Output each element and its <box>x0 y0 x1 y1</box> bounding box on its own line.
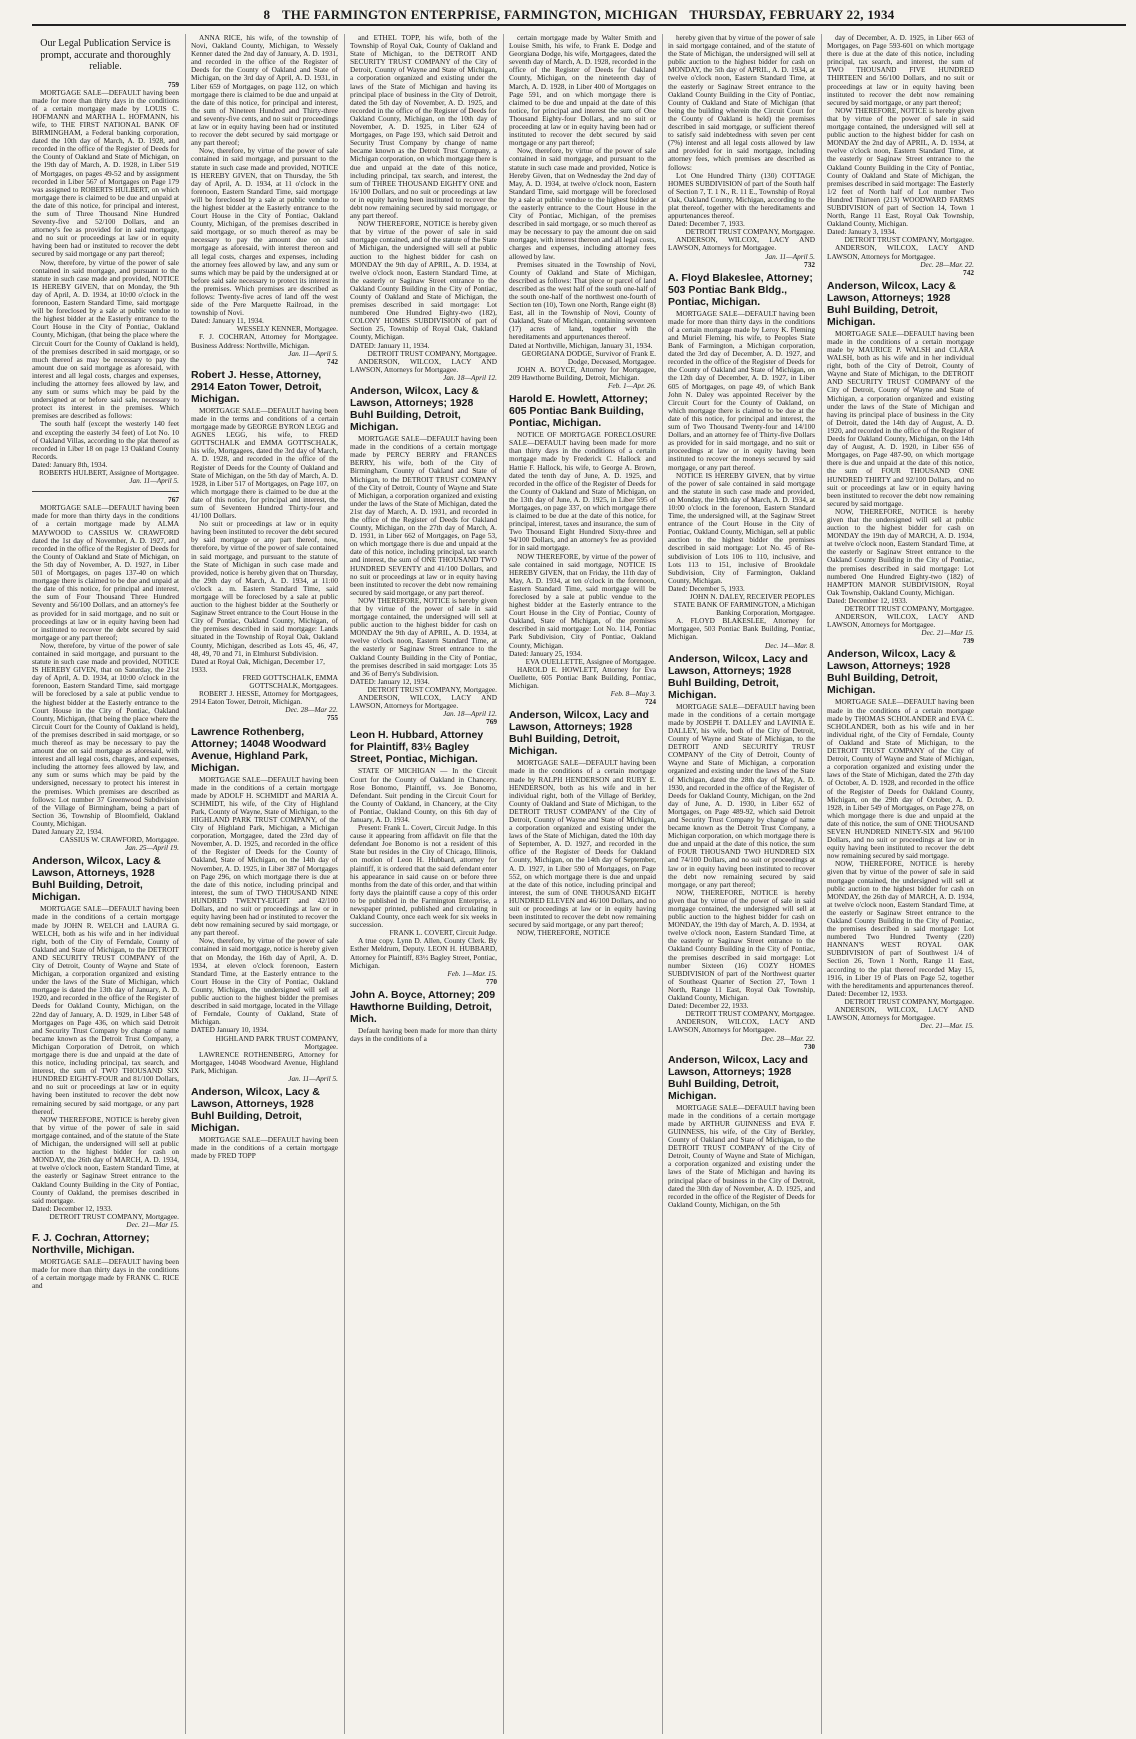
publication-run: Dec. 14—Mar. 8. <box>764 640 815 650</box>
notice-paragraph: F. J. COCHRAN, Attorney for Mortgagee. Business Address: Northville, Michigan. <box>191 332 338 350</box>
column-rule <box>32 491 179 492</box>
attorney-heading: Harold E. Howlett, Attorney; 605 Pontiac Bank Building, Pontiac, Michigan. <box>509 393 649 430</box>
notice-number: 769 <box>486 717 497 727</box>
notice-date: Dated: December 12, 1933. <box>32 1203 113 1213</box>
notice-date: Dated: December 12, 1933. <box>827 595 908 605</box>
notice-signature: WESSELY KENNER, Mortgagee. <box>236 324 338 334</box>
notice-paragraph: The south half (except the westerly 140 feet and excepting the easterly 34 feet) of Lot No. 10 of Oakland Villas, according to the plat thereof as recorded in Liber 18 on page 13 Oakland County Records. <box>32 419 179 461</box>
notice-paragraph: NOTICE IS HEREBY GIVEN, that by virtue of the power of sale contained in said mortgage and the statute in such case made and provided, on Monday, the 19th day of March, A. D. 1934, at 10:00 o'clock in the forenoon, Eastern Standard Time, the undersigned will, at the Saginaw Street entrance of the Court House in the City of Pontiac, Oakland County, Michigan, sell at public auction to the highest bidder the premises described in said mortgage: Lot No. 45 of Re-subdivision of Lots 106 to 110, inclusive, and Lots 113 to 151, inclusive of Brookdale Subdivision, City of Farmington, Oakland County, Michigan. <box>668 470 815 585</box>
notice-signature: DETROIT TRUST COMPANY, Mortgagee. <box>685 227 815 237</box>
notice-number: 759 <box>168 79 179 89</box>
notice-paragraph: STATE OF MICHIGAN — In the Circuit Court for the County of Oakland in Chancery. Rose Bonomo, Plaintiff, vs. Joe Bonomo, Defendant. Suit pending in the Circuit Court for the County of Oakland, in Chancery, at the City of Pontiac, Oakland County, on this 6th day of January, A. D. 1934. <box>350 766 497 824</box>
attorney-heading: Anderson, Wilcox, Lacy & Lawson, Attorneys, 1928 Buhl Building, Detroit, Michigan. <box>191 1086 320 1135</box>
notice-paragraph: Now, therefore, by virtue of the power of sale contained in said mortgage, and pursuant to the statute in such case made and provided, NOTICE IS HEREBY GIVEN, that on Monday, the 9th day of April, A. D. 1934, at 10:00 o'clock in the forenoon, Eastern Standard Time, said mortgage will be foreclosed by a sale at public vendue to the highest bidder at the Easterly entrance to the Court House in the City of Pontiac, Oakland County, Michigan, (that being the place where the Circuit Court for the County of Oakland is held), of the premises described in said mortgage, or so much thereof as may be necessary to pay the amount due on said mortgage as aforesaid, with interest and all legal costs, charges and expenses, including the attorney fees allowed by law, and any sum or sums which may be paid by the undersigned at or before said sale, necessary to protect its interest in the premises. Which premises are described as follows: <box>32 257 179 421</box>
notice-signature: GEORGIANA DODGE, Survivor of Frank E. Dodge, Deceased, Mortgagee. <box>521 348 656 366</box>
notice-date: Dated: December 12, 1933. <box>827 988 908 998</box>
notice-number: 755 <box>327 713 338 723</box>
notice-paragraph: Default having been made for more than thirty days in the conditions of a <box>350 1025 497 1044</box>
notice-signature: EVA OUELLETTE, Assignee of Mortgagee. <box>525 656 656 666</box>
newspaper-column <box>503 34 656 1734</box>
notice-date: Dated January 22, 1934. <box>32 827 104 837</box>
publication-run: Dec. 28—Mar 22. <box>285 705 338 715</box>
publication-run: Dec. 21—Mar. 15. <box>920 1021 974 1031</box>
notice-paragraph: MORTGAGE SALE—DEFAULT having been made in the conditions of a certain mortgage made by JOHN R. WELCH and LAURA G. WELCH, both as his wife and in her individual right, both of the City of Ferndale, County of Oakland and State of Michigan, to the DETROIT AND SECURITY TRUST COMPANY of the City of Detroit, County of Wayne and State of Michigan, a corporation organized and existing under the laws of the State of Michigan, which mortgage is dated the 13th day of January, A. D. 1920, and recorded in the office of the Register of Deeds for Oakland County, Michigan, on the 22nd day of January, A. D. 1929, in Liber 548 of Mortgages on Page 436, on which said Detroit and Security Trust Company by change of name became known as the Detroit Trust Company, a Michigan Corporation of Detroit, on which mortgage there is due and unpaid at the date of this notice, including principal, tax search, and interest, the sum of TWO THOUSAND SIX HUNDRED EIGHTY-FOUR and 81/100 Dollars, and no suit or proceedings at law or in equity having been instituted to recover the debt now remaining secured by said mortgage, or any part thereof. <box>32 904 179 1116</box>
notice-paragraph: ANDERSON, WILCOX, LACY AND LAWSON, Attorneys for Mortgagee. <box>668 235 815 253</box>
publication-run: Jan. 11—April 5. <box>765 251 815 261</box>
notice-signature: DETROIT TRUST COMPANY, Mortgagee. <box>49 1211 179 1221</box>
notice-paragraph: NOW, THEREFORE, NOTICE is hereby given that by virtue of the power of sale in said mortgage contained, the undersigned will sell at public auction to the highest bidder for cash on MONDAY, the 26th day of MARCH, A. D. 1934, at twelve o'clock noon, Eastern Standard Time, at the easterly or Saginaw Street entrance to the Oakland County Building in the City of Pontiac, the premises described in said mortgage: Lot numbered Two Hundred Twenty (220) HANNAN'S WEST ROYAL OAK SUBDIVISION of part of Southwest 1/4 of Section 26, Town 1 North, Range 11 East, according to the plat thereof recorded May 15, 1916, in Liber 19 of Plats on Page 52, together with the hereditaments and appurtenances thereof. <box>827 859 974 990</box>
notice-paragraph: MORTGAGE SALE—DEFAULT having been made in the conditions of a certain mortgage made by RALPH HENDERSON and RUBY E. HENDERSON, both as his wife and in her individual right, both of the Village of Berkley, County of Oakland and State of Michigan, to the DETROIT TRUST COMPANY of the City of Detroit, County of Wayne and State of Michigan, a corporation organized and existing under the laws of the State of Michigan, dated the 10th day of September, A. D. 1927, and recorded in the office of the Register of Deeds for Oakland County, Michigan, on the 14th day of September, A. D. 1927, in Liber 590 of Mortgages, on Page 552, on which mortgage there is due and unpaid at the date of this notice, including principal and interest, the sum of ONE THOUSAND EIGHT HUNDRED ELEVEN and 46/100 Dollars, and no suit or proceedings at law or in equity having been instituted to recover the debt now remaining secured by said mortgage, or any part thereof; <box>509 758 656 930</box>
notice-paragraph: NOW THEREFORE, NOTICE is hereby given that by virtue of the power of sale in said mortgage contained, the undersigned will sell at public auction to the highest bidder for cash on MONDAY the 2nd day of APRIL, A. D. 1934, at twelve o'clock noon, Eastern Standard Time, at the easterly or Saginaw Street entrance to the Oakland County Building in the City of Pontiac, County of Oakland and State of Michigan, the premises described in said mortgage: The Easterly 1/2 feet of North half of Lot number Two Hundred Thirteen (213) WOODWARD FARMS SUBDIVISION of part of Section 14, Town 1 North, Range 11 East, Royal Oak Township, Oakland County, Michigan. <box>827 105 974 229</box>
notice-paragraph: and ETHEL TOPP, his wife, both of the Township of Royal Oak, County of Oakland and State of Michigan, to the DETROIT AND SECURITY TRUST COMPANY of the City of Detroit, County of Wayne and State of Michigan, a corporation organized and existing under the laws of the State of Michigan and having its principal place of business in the City of Detroit, dated the 5th day of November, A. D. 1925, and recorded in the office of the Register of Deeds for Oakland County, Michigan, on the 10th day of November, A. D. 1925, in Liber 624 of Mortgages, on Page 193, which said Detroit and Security Trust Company by change of name became known as the Detroit Trust Company, a Michigan corporation, on which mortgage there is due and unpaid at the date of this notice, including principal, tax search, and interest, the sum of THREE THOUSAND EIGHTY ONE and 16/100 Dollars, and no suit or proceedings at law or in equity having been instituted to recover the debt now remaining secured by said mortgage, or any part thereof. <box>350 34 497 221</box>
publication-run: Jan. 11—April 5. <box>288 1073 338 1083</box>
attorney-heading: Anderson, Wilcox, Lacy & Lawson, Attorneys; 1928 Buhl Building, Detroit, Michigan. <box>827 279 956 328</box>
notice-paragraph: NOW THEREFORE, NOTICE is hereby given that by virtue of the power of sale in said mortgage contained, the undersigned will sell at public auction to the highest bidder for cash on MONDAY the 9th day of APRIL, A. D. 1934, at twelve o'clock noon, Eastern Standard Time, at the easterly or Saginaw Street entrance to the Oakland County Building in the City of Pontiac, the premises described in said mortgage: Lots 35 and 36 of Berry's Subdivision. <box>350 595 497 678</box>
masthead <box>32 6 1126 26</box>
notice-paragraph: Now, therefore, by virtue of the power of sale contained in said mortgage, and pursuant to the statute in such case made and provided, Notice is Hereby Given, that on Wednesday the 2nd day of May, A. D. 1934, at twelve o'clock noon, Eastern Standard Time, said mortgage will be foreclosed by a sale at public vendue to the highest bidder at the easterly entrance to the Court House in the City of Pontiac, Michigan, of the premises described in said mortgage, or so much thereof as may be necessary to pay the amount due on said mortgage, with interest thereon and all legal costs, charges and expenses, including attorney fees allowed by law. <box>509 146 656 261</box>
notice-signature: CASSIUS W. CRAWFORD, Mortgagee. <box>59 835 179 845</box>
notice-date: Dated: December 22, 1933. <box>668 1001 749 1011</box>
publication-run: Jan. 11—April 5. <box>129 476 179 486</box>
notice-paragraph: NOW, THEREFORE, NOTICE is hereby given that the undersigned will sell at public auction to the highest bidder for cash on MONDAY the 19th day of MARCH, A. D. 1934, at twelve o'clock noon, Eastern Standard Time, at the easterly or Saginaw Street entrance to the Oakland County Building in the City of Pontiac, the premises described in said mortgage: Lot numbered One Hundred Eighty-two (182) of HAMPTON MANOR SUBDIVISION, Royal Oak Township, Oakland County, Michigan. <box>827 506 974 597</box>
notice-number: 739 <box>963 636 974 646</box>
notice-date: DATED: January 11, 1934. <box>350 340 430 350</box>
notice-date: DATED January 10, 1934. <box>191 1025 269 1035</box>
attorney-heading: A. Floyd Blakeslee, Attorney; 503 Pontiac Bank Bldg., Pontiac, Michigan. <box>668 271 813 308</box>
notice-date: Dated: January 3, 1934. <box>827 227 897 237</box>
notice-paragraph: MORTGAGE SALE—DEFAULT having been made in the conditions of a certain mortgage made by PERCY BERRY and FRANCES BERRY, his wife, both of the City of Birmingham, County of Oakland and State of Michigan, to the DETROIT TRUST COMPANY of the City of Detroit, County of Wayne and State of Michigan, a corporation organized and existing under the laws of the State of Michigan, dated the 21st day of March, A. D. 1931, and recorded in the office of the Register of Deeds for Oakland County, Michigan, on the 27th day of March, A. D. 1931, in Liber 662 of Mortgages, on Page 53, on which mortgage there is due and unpaid at the date of this notice, including principal, tax search and interest, the sum of ONE THOUSAND TWO HUNDRED SEVENTY and 41/100 Dollars, and no suit or proceedings at law or in equity having been instituted to recover the debt now remaining secured by said mortgage, or any part thereof. <box>350 434 497 597</box>
notice-paragraph: JOHN A. BOYCE, Attorney for Mortgagee, 209 Hawthorne Building, Detroit, Michigan. <box>509 364 656 382</box>
publication-run: Jan. 25—April 19. <box>125 843 179 853</box>
notice-paragraph: hereby given that by virtue of the power of sale in said mortgage contained, and of the statute of the State of Michigan, the undersigned will sell at public auction to the highest bidder for cash on MONDAY, the 5th day of APRIL, A. D. 1934, at twelve o'clock noon, Eastern Standard Time, at the easterly or Saginaw Street entrance to the Oakland County Building in the City of Pontiac, County of Oakland and State of Michigan (that being the building wherein the Circuit Court for the County of Oakland is held) the premises described in said mortgage, or sufficient thereof to satisfy said indebtedness with seven per cent (7%) interest and all legal costs allowed by law and provided for in said mortgage, including attorney fees, which premises are described as follows: <box>668 34 815 172</box>
issue-date: THURSDAY, FEBRUARY 22, 1934 <box>689 7 895 22</box>
paper-title: THE FARMINGTON ENTERPRISE, FARMINGTON, MICHIGAN <box>281 7 678 22</box>
notice-paragraph: certain mortgage made by Walter Smith and Louise Smith, his wife, to Frank E. Dodge and Georgiana Dodge, his wife, Mortgagees, dated the seventh day of March, A. D. 1928, recorded in the office of the Register of Deeds for Oakland County, Michigan, on the nineteenth day of March, A. D. 1928, in Liber 400 of Mortgages on Page 591, and on which mortgage there is claimed to be due and unpaid at the date of this notice, for principal and interest the sum of One Thousand Eighty-four Dollars, and no suit or proceeding at law or in equity having been had or instituted to recover the debt secured by said mortgage or any part thereof; <box>509 34 656 148</box>
notice-signature: DETROIT TRUST COMPANY, Mortgagee. <box>367 348 497 358</box>
notice-signature: DETROIT TRUST COMPANY, Mortgagee. <box>844 604 974 613</box>
attorney-heading: Anderson, Wilcox, Lacy & Lawson, Attorneys, 1928 Buhl Building, Detroit, Michigan. <box>32 855 161 904</box>
notice-paragraph: ANDERSON, WILCOX, LACY AND LAWSON, Attorneys for Mortgagee. <box>350 693 497 711</box>
notice-number: 770 <box>486 976 497 986</box>
service-intro: Our Legal Publication Service is prompt, accurate and thoroughly reliable. <box>40 38 171 72</box>
notice-paragraph: MORTGAGE SALE—DEFAULT having been made in the conditions of a certain mortgage made by FRED TOPP <box>191 1135 338 1161</box>
notice-signature: JOHN N. DALEY, RECEIVER PEOPLES STATE BANK OF FARMINGTON, a Michigan Banking Corporation, Mortgagee. <box>673 592 815 618</box>
notice-date: Dated at Royal Oak, Michigan, December 17, 1933. <box>191 656 325 674</box>
attorney-heading: Anderson, Wilcox, Lacy & Lawson, Attorneys; 1928 Buhl Building, Detroit, Michigan. <box>350 385 479 434</box>
publication-run: Feb. 8—May 3. <box>610 689 656 699</box>
notice-paragraph: NOTICE OF MORTGAGE FORECLOSURE SALE—DEFAULT having been made for more than thirty days in the conditions of a certain mortgage made by Frederick C. Hallock and Hattie F. Hallock, his wife, to George A. Brown, dated the tenth day of June, A. D. 1925, and recorded in the office of the Register of Deeds for the County of Oakland and State of Michigan, on the 13th day of June, A. D. 1925, in Liber 595 of Mortgages, on page 337, on which mortgage there is claimed to be due at the date of this notice, for principal, interest, taxes and insurance, the sum of Two Thousand Eight Hundred Sixty-three and 94/100 Dollars, and an attorney's fee as provided for in said mortgage. <box>509 430 656 553</box>
notice-signature: FRANK L. COVERT, Circuit Judge. <box>389 928 497 938</box>
notice-paragraph: NOW THEREFORE, NOTICE is hereby given that by virtue of the power of sale in said mortgage contained, and of the statute of the State of Michigan, the undersigned will sell at public auction to the highest bidder for cash on MONDAY the 9th day of APRIL, A. D. 1934, at twelve o'clock noon, Eastern Standard Time, at the easterly or Saginaw Street entrance to the Oakland County Building in the City of Pontiac, County of Oakland and State of Michigan, the premises described in said mortgage: Lot numbered One Hundred Eighty-two (182), COLONY HOMES SUBDIVISION of part of Section 25, Township of Royal Oak, Oakland County, Michigan. <box>350 219 497 342</box>
notice-paragraph: ROBERT J. HESSE, Attorney for Mortgagees, 2914 Eaton Tower, Detroit, Michigan. <box>191 689 338 707</box>
newspaper-column <box>185 34 338 1734</box>
newspaper-column <box>821 34 974 1734</box>
notice-paragraph: Now, therefore, by virtue of the power of sale contained in said mortgage, notice is hereby given that on Monday, the 16th day of April, A. D. 1934, at eleven o'clock forenoon, Eastern Standard Time, at the Easterly entrance to the Court House in the City of Pontiac, Oakland County, Michigan, the undersigned will sell at public auction to the highest bidder the premises described in said mortgage, located in the Village of Ferndale, County of Oakland, State of Michigan. <box>191 936 338 1027</box>
notice-paragraph: MORTGAGE SALE—DEFAULT having been made in the conditions of a certain mortgage made by MAURICE P. WALSH and CLARA WALSH, both as his wife and in her individual right, both of the City of Detroit, County of Wayne and State of Michigan, to the DETROIT AND SECURITY TRUST COMPANY of the City of Detroit, County of Wayne and State of Michigan, a corporation organized and existing under the laws of the State of Michigan and having its principal place of business in the City of Detroit, dated the 14th day of August, A. D. 1920, and recorded in the office of the Register of Deeds for Oakland County, Michigan, on the 14th day of August, A. D. 1920, in Liber 656 of Mortgages, on Page 487-90, on which mortgage there is due and unpaid at the date of this notice, the sum of FOUR THOUSAND ONE HUNDRED THIRTY and 92/100 Dollars, and no suit or proceedings at law or in equity having been instituted to recover the debt now remaining secured by said mortgage. <box>827 328 974 508</box>
notice-date: Dated: January 11, 1934. <box>191 316 264 326</box>
notice-paragraph: ANNA RICE, his wife, of the township of Novi, Oakland County, Michigan, to Wessely Kenner dated the 2nd day of January, A. D. 1931, and recorded in the office of the Register of Deeds for the County of Oakland and State of Michigan, on the 3rd day of April, A. D. 1931, in Liber 659 of Mortgages, on page 112, on which mortgage there is claimed to be due and unpaid at the date of this notice, for principal and interest, the sum of Nineteen Hundred and Thirty-three and seventy-five cents, and no suit or proceedings at law or in equity having been had or instituted to recover the debt secured by said mortgage or any part thereof; <box>191 34 338 148</box>
notice-date: Dated: January 8th, 1934. <box>32 459 108 469</box>
notice-paragraph: MORTGAGE SALE—DEFAULT having been made for more than thirty days in the conditions of a certain mortgage made by FRANK C. RICE and <box>32 1257 179 1291</box>
notice-paragraph: LAWRENCE ROTHENBERG, Attorney for Mortgagee, 14048 Woodward Avenue, Highland Park, Michigan. <box>191 1049 338 1075</box>
notice-paragraph: MORTGAGE SALE—DEFAULT having been made in the conditions of a certain mortgage made by ARTHUR GUINNESS and EVA F. GUINNESS, his wife, of the City of Berkley, County of Oakland and State of Michigan, to the DETROIT TRUST COMPANY of the City of Detroit, County of Wayne and State of Michigan, a corporation organized and existing under the laws of the State of Michigan and having its principal place of business in the City of Detroit, dated the 30th day of November, A. D. 1925, and recorded in the office of the Register of Deeds for Oakland County, Michigan, on the 5th <box>668 1102 815 1209</box>
publication-run: Dec. 21—Mar 15. <box>126 1219 179 1229</box>
notice-paragraph: ANDERSON, WILCOX, LACY AND LAWSON, Attorneys for Mortgagee. <box>827 243 974 261</box>
notice-paragraph: No suit or proceedings at law or in equity having been instituted to recover the debt secured by said mortgage or any part thereof, now, therefore, by virtue of the power of sale contained in said mortgage, and pursuant to the statute of the State of Michigan in such case made and provided, notice is hereby given that on Thursday, the 29th day of March, A. D. 1934, at 11:00 o'clock a. m. Eastern Standard Time, said mortgage will be foreclosed by a sale at public auction to the highest bidder at the Southerly or Saginaw Street entrance to the Court House in the City of Pontiac, Oakland County, Michigan, of the premises described in said mortgage: Lands situated in the Township of Royal Oak, Oakland County, Michigan, described as Lots 45, 46, 47, 48, 49, 70 and 71, in Elmhurst Subdivision. <box>191 519 338 658</box>
notice-paragraph: ANDERSON, WILCOX, LACY AND LAWSON, Attorneys for Mortgagee. <box>827 612 974 630</box>
notice-signature: DETROIT TRUST COMPANY, Mortgagee. <box>844 235 974 245</box>
notice-paragraph: NOW THEREFORE, NOTICE is hereby given that by virtue of the power of sale in said mortgage contained, and of the statute of the State of Michigan, the undersigned will sell at public auction to the highest bidder for cash on MONDAY, the 26th day of MARCH, A. D. 1934, at twelve o'clock noon, Eastern Standard Time, at the easterly or Saginaw Street entrance to the Oakland County Building in the City of Pontiac, County of Oakland, the premises described in said mortgage. <box>32 1114 179 1205</box>
attorney-heading: Anderson, Wilcox, Lacy & Lawson, Attorneys; 1928 Buhl Building, Detroit, Michigan. <box>827 648 956 697</box>
columns-container <box>32 34 1126 1734</box>
publication-run: Feb. 1—Mar. 15. <box>447 968 497 978</box>
attorney-heading: F. J. Cochran, Attorney; Northville, Michigan. <box>32 1232 150 1257</box>
attorney-heading: Leon H. Hubbard, Attorney for Plaintiff, 83½ Bagley Street, Pontiac, Michigan. <box>350 729 484 766</box>
notice-date: Dated at Northville, Michigan, January 31, 1934. <box>509 340 653 350</box>
notice-signature: DETROIT TRUST COMPANY, Mortgagee. <box>685 1009 815 1019</box>
notice-paragraph: Now, therefore, by virtue of the power of sale contained in said mortgage, and pursuant to the statute in such case made and provided, NOTICE IS HEREBY GIVEN, that on Saturday, the 21st day of April, A. D. 1934, at 10:00 o'clock in the forenoon, Eastern Standard Time, said mortgage will be foreclosed by a sale at public vendue to the highest bidder at the Easterly entrance to the Court House in the City of Pontiac, Oakland County, Michigan, (that being the place where the Circuit Court for the County of Oakland is held), of the premises described in said mortgage, or so much thereof as may be necessary to pay the amount due on said mortgage as aforesaid, with interest and all legal costs, charges, and expenses, including the attorney fees allowed by law, and any sum or sums which may be paid by the undersigned, necessary to protect his interest in the premises. Which premises are described as follows: Lot number 37 Greenwood Subdivision of the Village of Birmingham, being a part of Section 36, Township of Bloomfield, Oakland County, Michigan. <box>32 640 179 828</box>
attorney-heading: Robert J. Hesse, Attorney, 2914 Eaton Tower, Detroit, Michigan. <box>191 368 322 405</box>
notice-number: 730 <box>804 1041 815 1051</box>
notice-paragraph: Lot One Hundred Thirty (130) COTTAGE HOMES SUBDIVISION of part of the South half of Section 7, T. 1 N., R. 11 E., Township of Royal Oak, Oakland County, Michigan, according to the plat thereof, together with the hereditaments and appurtenances thereof. <box>668 170 815 221</box>
notice-number: 732 <box>804 259 815 269</box>
notice-number: 742 <box>327 356 338 366</box>
attorney-heading: Anderson, Wilcox, Lacy and Lawson, Attorneys; 1928 Buhl Building, Detroit, Michigan. <box>509 709 649 758</box>
notice-signature: FRED GOTTSCHALK, EMMA GOTTSCHALK, Mortgagees. <box>242 672 338 691</box>
notice-signature: HIGHLAND PARK TRUST COMPANY, Mortgagee. <box>215 1033 338 1051</box>
notice-paragraph: A. FLOYD BLAKESLEE, Attorney for Mortgagee, 503 Pontiac Bank Building, Pontiac, Michigan. <box>668 616 815 642</box>
publication-run: Dec. 28—Mar. 22. <box>761 1033 815 1043</box>
notice-paragraph: ANDERSON, WILCOX, LACY AND LAWSON, Attorneys for Mortgagee. <box>827 1005 974 1023</box>
attorney-heading: Anderson, Wilcox, Lacy and Lawson, Attorneys; 1928 Buhl Building, Detroit, Michigan. <box>668 652 808 701</box>
notice-paragraph: A true copy. Lynn D. Allen, County Clerk. By Esther Meldrum, Deputy. LEON H. HUBBARD, Attorney for Plaintiff, 83½ Bagley Street, Pontiac, Michigan. <box>350 936 497 970</box>
publication-run: Jan. 11—April 5. <box>288 348 338 358</box>
notice-date: Dated: January 25, 1934. <box>509 648 583 658</box>
page-number: 8 <box>263 7 271 22</box>
notice-paragraph: day of December, A. D. 1925, in Liber 663 of Mortgages, on Page 593-601 on which mortgage there is due at the date of this notice, including principal, tax search, and interest, the sum of TWO THOUSAND FIVE HUNDRED THIRTEEN and 56/100 Dollars, and no suit or proceedings at law or in equity having been instituted to recover the debt now remaining secured by said mortgage, or any part thereof; <box>827 34 974 107</box>
notice-number: 767 <box>168 495 179 505</box>
notice-paragraph: MORTGAGE SALE—DEFAULT having been made in the conditions of a certain mortgage made by ADOLF H. SCHMIDT and MARIA A. SCHMIDT, his wife, of the City of Highland Park, County of Wayne, State of Michigan, to the HIGHLAND PARK TRUST COMPANY, of the City of Highland Park, Michigan, a Michigan corporation, Mortgagee, dated the 23rd day of November, A. D. 1925, and recorded in the office of the Register of Deeds for the County of Oakland, State of Michigan, on the 14th day of November, A. D. 1925, in Liber 387 of Mortgages on Page 296, on which mortgage there is due at the date of this notice, including principal and interest, the sum of TWO THOUSAND NINE HUNDRED TWENTY-EIGHT and 42/100 Dollars, and no suit or proceedings at law or in equity having been had or instituted to recover the debt now remaining secured by said mortgage, or any part thereof. <box>191 774 338 938</box>
notice-paragraph: NOW THEREFORE, by virtue of the power of sale contained in said mortgage, NOTICE IS HEREBY GIVEN, that on Friday, the 11th day of May, A. D. 1934, at ten o'clock in the forenoon, Eastern Standard Time, said mortgage will be foreclosed by a sale at public vendue to the highest bidder at the Easterly entrance to the Court House in the City of Pontiac, County of Oakland, State of Michigan, of the premises described in said mortgage: Lot No. 114, Pontiac Park Subdivision, City of Pontiac, Oakland County, Michigan. <box>509 551 656 650</box>
notice-paragraph: NOW, THEREFORE, NOTICE <box>517 928 610 938</box>
notice-paragraph: ANDERSON, WILCOX, LACY AND LAWSON, Attorneys for Mortgagee. <box>668 1017 815 1035</box>
attorney-heading: Lawrence Rothenberg, Attorney; 14048 Woodward Avenue, Highland Park, Michigan. <box>191 725 327 774</box>
notice-paragraph: Premises situated in the Township of Novi, County of Oakland and State of Michigan, described as follows: That piece or parcel of land described as the west half of the south one-half of the south one-half of the northwest one-fourth of Section ten (10), Town one North, Range eight (8) East, all in the Township of Novi, County of Oakland, State of Michigan, containing seventeen (17) acres of land, together with the hereditaments and appurtenances thereof. <box>509 259 656 342</box>
notice-paragraph: NOW, THEREFORE, NOTICE is hereby given that by virtue of the power of sale in said mortgage contained, the undersigned will sell at public auction to the highest bidder for cash on MONDAY, the 19th day of March, A. D. 1934, at twelve o'clock noon, Eastern Standard Time, at the easterly or Saginaw Street entrance to the Oakland County Building in the City of Pontiac, the premises described in said mortgage: Lot number Sixteen (16) COZY HOMES SUBDIVISION of part of the Northwest quarter of Southeast Quarter of Section 27, Town 1 North, Range 11 East, Royal Oak Township, Oakland County, Michigan. <box>668 887 815 1003</box>
notice-paragraph: MORTGAGE SALE—DEFAULT having been made in the conditions of a certain mortgage made by JOSEPH T. DALLEY and LAVINIA E. DALLEY, his wife, both of the City of Detroit, County of Wayne and State of Michigan, to the DETROIT AND SECURITY TRUST COMPANY of the City of Detroit, County of Wayne and State of Michigan, a corporation organized and existing under the laws of the State of Michigan, dated the 28th day of May, A. D. 1930, and recorded in the office of the Register of Deeds for Oakland County, Michigan, on the 2nd day of June, A. D. 1930, in Liber 652 of Mortgages, on Page 489-92, which said Detroit and Security Trust Company by change of name became known as the Detroit Trust Company, a Michigan corporation, on which mortgage there is due and unpaid at the date of this notice, the sum of FOUR THOUSAND TWO HUNDRED SIX and 74/100 Dollars, and no suit or proceedings at law or in equity having been instituted to recover the debt now remaining secured by said mortgage, or any part thereof; <box>668 701 815 889</box>
newspaper-column <box>662 34 815 1734</box>
notice-paragraph: Now, therefore, by virtue of the power of sale contained in said mortgage, and pursuant to the statute in such case made and provided, NOTICE IS HEREBY GIVEN, that on Thursday, the 5th day of April, A. D. 1934, at 11 o'clock in the forenoon, Eastern Standard Time, said mortgage will be foreclosed by a sale at public vendue to the highest bidder at the Easterly entrance to the Court House in the City of Pontiac, Oakland County, Michigan, of the premises described in said mortgage, or so much thereof as may be necessary to pay the amount due on said mortgage as aforesaid, with interest thereon and all legal costs, charges and expenses, including the attorney fees allowed by law, and any sum or sums which may be paid by the undersigned at or before said sale necessary to protect its interest in the premises. Which premises are described as follows: Twenty-five acres of land off the west side of the Pere Marquette Railroad, in the township of Novi. <box>191 146 338 318</box>
publication-run: Jan. 18—April 12. <box>443 372 497 382</box>
notice-paragraph: ANDERSON, WILCOX, LACY AND LAWSON, Attorneys for Mortgagee. <box>350 356 497 374</box>
notice-paragraph: MORTGAGE SALE—DEFAULT having been made in the terms and conditions of a certain mortgage made by GEORGE BYRON LEGG and AGNES LEGG, his wife, to FRED GOTTSCHALK and EMMA GOTTSCHALK, his wife, Mortgagees, dated the 3rd day of March, A. D. 1928, and recorded in the office of the Register of Deeds for the County of Oakland and State of Michigan, on the 5th day of March, A. D. 1928, in Liber 517 of Mortgages, on Page 107, on which mortgage there is claimed to be due at the date of this notice, for principal and interest, the sum of Seventeen Hundred Thirty-four and 41/100 Dollars. <box>191 405 338 521</box>
notice-signature: ROBERTS HULBERT, Assignee of Mortgagee. <box>38 468 179 477</box>
notice-paragraph: MORTGAGE SALE—DEFAULT having been made for more than thirty days in the conditions of a certain mortgage made by LOUIS C. HOFMANN and MARTHA L. HOFMANN, his wife, to THE FIRST NATIONAL BANK OF BIRMINGHAM, a Federal banking corporation, dated the 10th day of March, A. D. 1928, and recorded in the office of the Register of Deeds for the County of Oakland and State of Michigan, on the 19th day of March, A. D. 1928, in Liber 519 of Mortgages, on pages 49-52 and by assignment recorded in Liber 567 of Mortgages on Page 179 was assigned to ROBERTS HULBERT, on which mortgage there is claimed to be due and unpaid at the date of this notice, for principal and interest, the sum of Three Thousand Nine Hundred Seventy-five and 52/100 Dollars, and an attorney's fee as provided for in said mortgage, and no suit or proceedings at law or in equity having been had or instituted to recover the debt secured by said mortgage or any part thereof; <box>32 87 179 259</box>
notice-paragraph: MORTGAGE SALE—DEFAULT having been made in the conditions of a certain mortgage made by THOMAS SCHOLANDER and EVA C. SCHOLANDER, both as his wife and in her individual right, of the City of Ferndale, County of Oakland and State of Michigan, to the DETROIT TRUST COMPANY of the City of Detroit, County of Wayne and State of Michigan, a corporation organized and existing under the laws of the State of Michigan, dated the 27th day of October, A. D. 1928, and recorded in the office of the Register of Deeds for Oakland County, Michigan, on the 29th day of October, A. D. 1928, in Liber 549 of Mortgages, on Page 278, on which mortgage there is due and unpaid at the date of this notice, the sum of ONE THOUSAND SEVEN HUNDRED NINETY-SIX and 96/100 Dollars, and no suit or proceedings at law or in equity having been instituted to recover the debt now remaining secured by said mortgage. <box>827 697 974 861</box>
notice-paragraph: Present: Frank L. Covert, Circuit Judge. In this cause it appearing from affidavit on file that the defendant Joe Bonomo is not a resident of this State but resides in the City of Chicago, Illinois, on motion of Leon H. Hubbard, attorney for plaintiff, it is ordered that the said defendant enter his appearance in said cause on or before three months from the date of this order, and that within forty days the plaintiff cause a copy of this order to be published in the Farmington Enterprise, a newspaper printed, published and circulating in Oakland County, once each week for six weeks in succession. <box>350 823 497 930</box>
newspaper-column <box>32 34 179 1734</box>
notice-signature: DETROIT TRUST COMPANY, Mortgagee. <box>844 996 974 1006</box>
attorney-heading: John A. Boyce, Attorney; 209 Hawthorne Building, Detroit, Mich. <box>350 988 496 1025</box>
notice-paragraph: MORTGAGE SALE—DEFAULT having been made for more than thirty days in the conditions of a certain mortgage made by ALMA MAYWOOD to CASSIUS W. CRAWFORD dated the 1st day of November, A. D. 1927, and recorded in the office of the Register of Deeds for the County of Oakland and State of Michigan, on the 5th day of November, A. D. 1927, in Liber 501 of Mortgages, on pages 137-40 on which mortgage there is claimed to be due and unpaid at the date of this notice, for principal and interest, the sum of Four Thousand Three Hundred Seventy and 56/100 Dollars, and an attorney's fee as provided for in said mortgage, and no suit or proceedings at law or in equity having been had or instituted to recover the debt secured by said mortgage or any part thereof; <box>32 503 179 642</box>
notice-number: 724 <box>645 697 656 707</box>
notice-paragraph: HAROLD E. HOWLETT, Attorney for Eva Ouellette, 605 Pontiac Bank Building, Pontiac, Michigan. <box>509 664 656 691</box>
notice-signature: DETROIT TRUST COMPANY, Mortgagee. <box>367 684 497 694</box>
notice-date: Dated: December 5, 1933. <box>668 583 745 593</box>
publication-run: Feb. 1—Apr. 26. <box>607 381 656 391</box>
notice-date: DATED: January 12, 1934. <box>350 676 430 686</box>
notice-date: Dated: December 7, 1933. <box>668 219 745 229</box>
attorney-heading: Anderson, Wilcox, Lacy and Lawson, Attorneys; 1928 Buhl Building, Detroit, Michigan. <box>668 1053 808 1102</box>
publication-run: Dec. 28—Mar. 22. <box>920 259 974 269</box>
notice-paragraph: MORTGAGE SALE—DEFAULT having been made for more than thirty days in the conditions of a certain mortgage made by Leroy K. Fleming and Muriel Fleming, his wife, to Peoples State Bank of Farmington, a Michigan corporation, dated the 3rd day of December, A. D. 1927, and recorded in the office of the Register of Deeds for the County of Oakland and State of Michigan, on the 12th day of December, A. D. 1927, in Liber 605 of Mortgages, on page 49, of which Bank John N. Daley was appointed Receiver by the Circuit Court for the County of Oakland, on which mortgage there is claimed to be due at the date of this notice, for principal and interest, the sum of Two Thousand Twenty-four and 14/100 Dollars, and an attorney fee of Thirty-five Dollars as provided for in said mortgage, and no suit or proceedings at law or in equity having been instituted to recover the moneys secured by said mortgage, or any part thereof. <box>668 308 815 472</box>
publication-run: Dec. 21—Mar 15. <box>921 628 974 638</box>
notice-number: 742 <box>963 267 974 277</box>
newspaper-column <box>344 34 497 1734</box>
publication-run: Jan. 18—April 12. <box>443 709 497 719</box>
